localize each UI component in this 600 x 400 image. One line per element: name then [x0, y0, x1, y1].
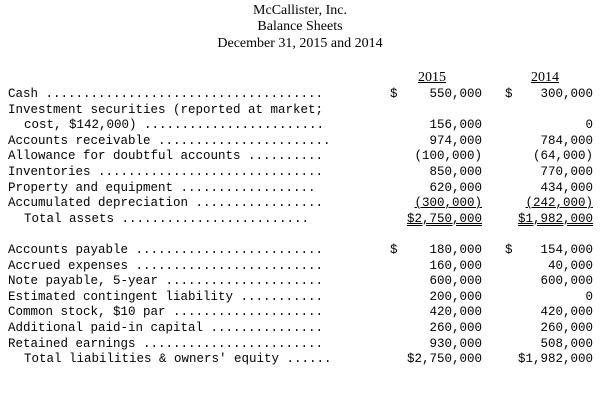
line-item-label: Estimated contingent liability ...........: [8, 289, 324, 304]
amount-value: 508,000: [540, 336, 593, 351]
line-item-label: Note payable, 5-year .....................: [8, 274, 324, 289]
amount-value: 620,000: [429, 180, 482, 195]
amount-value: (100,000): [414, 149, 482, 164]
amount-value: (300,000): [414, 196, 482, 211]
asset-row: [8, 134, 593, 150]
liability-row: [8, 305, 593, 321]
line-item-label: Total liabilities & owners' equity ......: [24, 352, 332, 367]
amount-value: (242,000): [525, 196, 593, 211]
line-item-label: Investment securities (reported at market;: [8, 102, 324, 117]
liability-row: [8, 337, 593, 353]
liability-row: [8, 321, 593, 337]
line-item-label: Allowance for doubtful accounts ..........: [8, 149, 324, 164]
amount-value: 200,000: [429, 289, 482, 304]
line-item-label: Property and equipment ..................: [8, 180, 316, 195]
liability-row: [8, 243, 593, 259]
liability-row: [8, 352, 593, 368]
line-item-label: Common stock, $10 par ....................: [8, 305, 324, 320]
amount-value: 600,000: [429, 274, 482, 289]
amount-value: 434,000: [540, 180, 593, 195]
liability-row: [8, 290, 593, 306]
amount-value: 180,000: [429, 243, 482, 257]
amount-value: 784,000: [540, 133, 593, 148]
amount-value: 0: [585, 118, 593, 133]
asset-row: [8, 212, 593, 228]
year-2014-header: 2014: [531, 70, 559, 85]
asset-row: [8, 165, 593, 181]
liability-row: [8, 259, 593, 275]
line-item-label: Retained earnings ........................: [8, 336, 324, 351]
line-item-label: Accumulated depreciation .................: [8, 196, 324, 211]
amount-value: (64,000): [532, 149, 593, 164]
line-item-label: Accounts payable .........................: [8, 243, 324, 257]
amount-value: 930,000: [429, 336, 482, 351]
amount-value: 260,000: [540, 321, 593, 335]
line-item-label: Inventories ..............................: [8, 165, 324, 179]
asset-row: [8, 181, 593, 197]
amount-value: $2,750,000: [406, 352, 482, 367]
line-item-label: Accounts receivable .......................: [8, 133, 331, 148]
dollar-sign: $: [390, 87, 398, 101]
dollar-sign: $: [390, 243, 398, 257]
dollar-sign: $: [505, 243, 513, 257]
amount-value: 850,000: [429, 165, 482, 179]
line-item-label: Additional paid-in capital ...............: [8, 321, 324, 335]
line-item-label: Total assets .........................: [24, 211, 310, 226]
amount-value: $1,982,000: [517, 211, 593, 226]
company-name: McCallister, Inc.: [253, 3, 347, 18]
amount-value: 40,000: [547, 258, 593, 273]
liability-row: [8, 274, 593, 290]
asset-row: [8, 103, 593, 119]
amount-value: $2,750,000: [406, 211, 482, 226]
statement-title: Balance Sheets: [257, 19, 343, 34]
amount-value: 0: [585, 289, 593, 304]
amount-value: 160,000: [429, 258, 482, 273]
amount-value: 260,000: [429, 321, 482, 335]
asset-row: [8, 196, 593, 212]
asset-row: [8, 118, 593, 134]
statement-period: December 31, 2015 and 2014: [217, 36, 383, 51]
amount-value: 420,000: [540, 305, 593, 320]
amount-value: 974,000: [429, 133, 482, 148]
amount-value: 154,000: [540, 243, 593, 257]
line-item-label: Accrued expenses .........................: [8, 258, 324, 273]
line-item-label: cost, $142,000) ........................: [24, 118, 325, 133]
line-item-label: Cash .....................................: [8, 87, 324, 101]
amount-value: 420,000: [429, 305, 482, 320]
dollar-sign: $: [505, 87, 513, 101]
amount-value: 550,000: [429, 87, 482, 101]
asset-row: [8, 87, 593, 103]
year-2015-header: 2015: [418, 70, 446, 85]
amount-value: 770,000: [540, 165, 593, 179]
amount-value: $1,982,000: [517, 352, 593, 367]
amount-value: 300,000: [540, 87, 593, 101]
asset-row: [8, 149, 593, 165]
amount-value: 156,000: [429, 118, 482, 133]
amount-value: 600,000: [540, 274, 593, 289]
